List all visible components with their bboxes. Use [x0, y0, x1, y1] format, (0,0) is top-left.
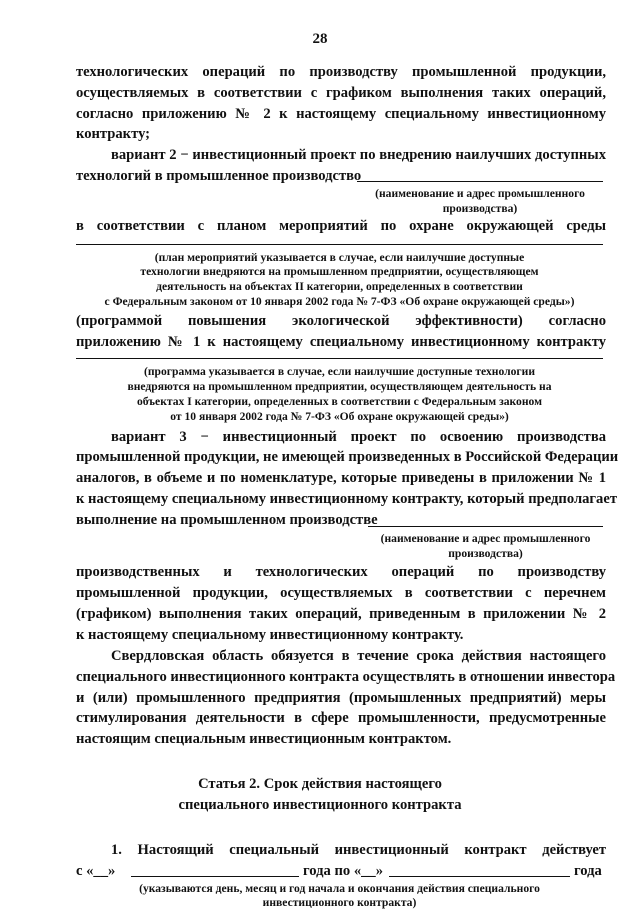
- text-line: 1. Настоящий специальный инвестиционный контракт действует: [111, 842, 606, 858]
- variant-3-line: вариант 3 − инвестиционный проект по освоению производства: [111, 429, 606, 445]
- field-note: (наименование и адрес промышленного: [375, 187, 585, 200]
- text-line: осуществляемых в соответствии с графиком выполнения таких операций,: [76, 85, 606, 101]
- field-note: от 10 января 2002 года № 7-ФЗ «Об охране окружающей среды»): [170, 410, 509, 423]
- text-line: (программой повышения экологической эффективности) согласно: [76, 313, 606, 329]
- text-line: в соответствии с планом мероприятий по охране окружающей среды: [76, 218, 606, 234]
- text-line: специального инвестиционного контракта осуществлять в отношении инвестора: [76, 669, 616, 685]
- article-heading: специального инвестиционного контракта: [178, 797, 462, 813]
- text-line: и (или) промышленного предприятия (промышленных предприятий) меры: [76, 690, 606, 706]
- text-line: с «__»: [76, 863, 116, 879]
- field-note: (план мероприятий указывается в случае, если наилучшие доступные: [154, 251, 525, 264]
- field-note: (программа указывается в случае, если наилучшие доступные технологии: [143, 365, 536, 378]
- text-line: промышленной продукции, не имеющей произведенных в Российской Федерации: [76, 449, 619, 465]
- field-note: объектах I категории, определенных в соответствии с Федеральным законом: [136, 395, 543, 408]
- field-note: технологии внедряются на промышленном предприятии, осуществляющем: [140, 265, 539, 278]
- blank-line: [76, 244, 603, 245]
- text-line: технологических операций по производству промышленной продукции,: [76, 64, 606, 80]
- text-line: промышленной продукции, осуществляемых в соответствии с перечнем: [76, 585, 606, 601]
- blank-line: [357, 181, 603, 182]
- text-line: контракту;: [76, 126, 151, 142]
- text-line: (графиком) выполнения таких операций, приведенным в приложении № 2: [76, 606, 606, 622]
- text-line: года: [574, 863, 602, 879]
- field-note: деятельность на объектах II категории, определенных в соответствии: [156, 280, 523, 293]
- text-line: аналогов, в объеме и по номенклатуре, которые приведены в приложении № 1: [76, 470, 606, 486]
- field-note: (наименование и адрес промышленного: [380, 532, 591, 545]
- field-note: (указываются день, месяц и год начала и окончания действия специального: [139, 882, 540, 895]
- field-note: внедряются на промышленном предприятии, осуществляющем деятельность на: [127, 380, 552, 393]
- field-note: производства): [448, 547, 523, 560]
- text-line: выполнение на промышленном производстве: [76, 512, 378, 528]
- text-line: приложению № 1 к настоящему специальному инвестиционному контракту: [76, 334, 606, 350]
- blank-line: [389, 876, 570, 877]
- article-heading: Статья 2. Срок действия настоящего: [198, 776, 442, 792]
- blank-line: [368, 526, 603, 527]
- text-line: настоящим специальным инвестиционным контрактом.: [76, 731, 452, 747]
- text-line: производственных и технологических операций по производству: [76, 564, 606, 580]
- blank-line: [131, 876, 299, 877]
- field-note: с Федеральным законом от 10 января 2002 года № 7-ФЗ «Об охране окружающей среды»): [104, 295, 575, 308]
- text-line: к настоящему специальному инвестиционному контракту.: [76, 627, 464, 643]
- text-line: Свердловская область обязуется в течение срока действия настоящего: [111, 648, 606, 664]
- variant-2-line: вариант 2 − инвестиционный проект по внедрению наилучших доступных: [111, 147, 606, 163]
- text-line: стимулирования деятельности в сфере промышленности, предусмотренные: [76, 710, 606, 726]
- text-line: к настоящему специальному инвестиционному контракту, который предполагает: [76, 491, 618, 507]
- blank-line: [76, 358, 603, 359]
- field-note: производства): [442, 202, 518, 215]
- text-line: согласно приложению № 2 к настоящему специальному инвестиционному: [76, 106, 606, 122]
- field-note: инвестиционного контракта): [262, 896, 417, 909]
- page-number: 28: [312, 31, 328, 47]
- text-line: года по «__»: [303, 863, 384, 879]
- text-line: технологий в промышленное производство: [76, 168, 362, 184]
